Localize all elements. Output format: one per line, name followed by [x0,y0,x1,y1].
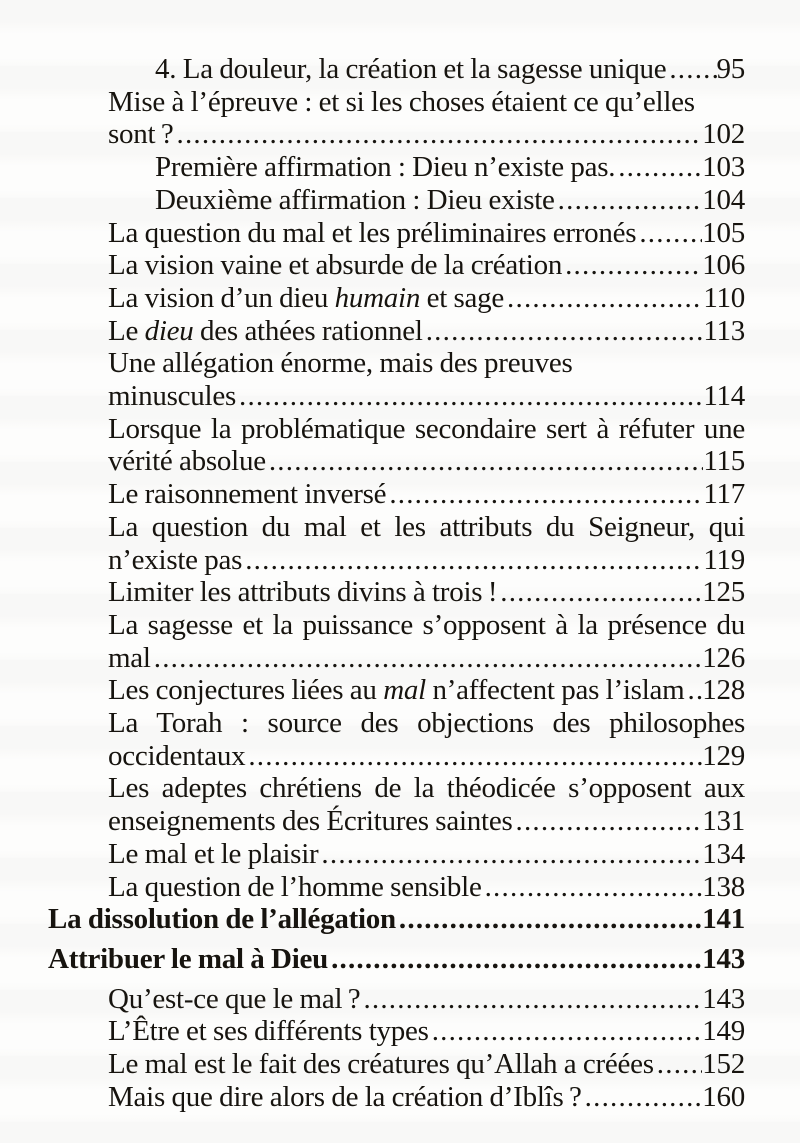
toc-entry[interactable] [108,249,745,282]
toc-line [108,217,745,250]
entry-text: L’Être et ses différents types [108,1015,429,1048]
entry-text: occidentaux [108,739,246,772]
page-number: 95 [716,53,745,85]
dot-leader [174,118,703,151]
entry-text: n’existe pas [108,543,243,576]
toc-entry[interactable] [108,511,745,576]
entry-text: Le mal et le plaisir [108,837,319,870]
dot-leader [497,576,702,609]
page-number: 143 [702,942,745,975]
dot-leader [396,903,702,936]
table-of-contents [48,53,745,1114]
toc-line [108,445,745,478]
entry-text: La sagesse et la puissance s’opposent à la présence du [108,608,745,641]
page-number: 114 [703,380,745,413]
toc-entry[interactable] [155,184,745,217]
entry-text: Mais que dire alors de la création d’Iblîs ? [108,1080,582,1113]
page-number: 104 [702,183,745,216]
toc-entry[interactable] [108,609,745,674]
entry-text: Attribuer le mal à Dieu [48,942,329,975]
toc-line [108,576,745,609]
toc-line [108,838,745,871]
page-number: 152 [702,1048,745,1081]
page-number: 134 [702,837,745,870]
dot-leader [266,445,703,478]
entry-text: Le raisonnement inversé [108,478,387,511]
entry-text: Le dieu des athées rationnel [108,314,423,347]
dot-leader [151,642,703,675]
toc-entry[interactable] [108,413,745,478]
dot-leader [615,151,702,184]
toc-line [108,983,745,1016]
dot-leader [666,53,716,86]
dot-leader [504,282,703,315]
entry-text: Une allégation énorme, mais des preuves [108,347,573,380]
dot-leader [242,544,703,577]
page-number: 106 [702,249,745,282]
toc-entry[interactable] [108,282,745,315]
dot-leader [386,478,703,511]
entry-text: Deuxième affirmation : Dieu existe [155,183,555,216]
page-number: 102 [702,118,745,151]
toc-line [108,380,745,413]
entry-text: sont ? [108,118,174,151]
entry-text: Les adeptes chrétiens de la théodicée s’opposent aux [108,772,745,805]
entry-text: La vision vaine et absurde de la création [108,249,563,282]
page-number: 149 [702,1015,745,1048]
toc-line [155,53,745,86]
toc-line [108,805,745,838]
toc-entry[interactable] [108,983,745,1016]
toc-entry[interactable] [155,151,745,184]
toc-entry[interactable] [108,1015,745,1048]
page-number: 110 [703,281,745,314]
page-number: 160 [702,1080,745,1113]
toc-entry[interactable] [108,1081,745,1114]
dot-leader [513,805,703,838]
toc-entry[interactable] [108,576,745,609]
toc-entry[interactable] [108,315,745,348]
dot-leader [423,315,704,348]
dot-leader [562,249,702,282]
italic-text: dieu [144,314,194,347]
toc-entry[interactable] [108,86,745,151]
dot-leader [245,740,702,773]
dot-leader [555,184,703,217]
toc-line [108,609,745,642]
toc-line [108,282,745,315]
toc-line [108,544,745,577]
toc-entry[interactable] [108,674,745,707]
page-number: 126 [702,641,745,674]
entry-text: Le mal est le fait des créatures qu’Allah a créées [108,1048,654,1081]
page-number: 119 [703,543,745,576]
dot-leader [582,1081,703,1114]
toc-line [108,347,745,380]
entry-text: mal [108,641,151,674]
toc-line [108,478,745,511]
toc-line [108,86,745,119]
dot-leader [318,838,702,871]
page-number: 105 [702,216,745,249]
page-number: 138 [702,870,745,903]
page-number: 125 [702,576,745,609]
entry-text: La Torah : source des objections des philosophes [108,707,745,740]
toc-line [108,740,745,773]
toc-entry[interactable] [108,772,745,837]
dot-leader [328,943,702,976]
page-number: 113 [703,314,745,347]
entry-text: La vision d’un dieu humain et sage [108,281,505,314]
toc-line [48,903,745,936]
toc-line [108,511,745,544]
dot-leader [636,217,702,250]
page-number: 129 [702,739,745,772]
italic-text: mal [383,674,426,707]
toc-line [155,184,745,217]
entry-text: Limiter les attributs divins à trois ! [108,576,498,609]
entry-text: Mise à l’épreuve : et si les choses étaient ce qu’elles [108,85,695,118]
toc-entry[interactable] [108,478,745,511]
toc-line [108,249,745,282]
entry-text: 4. La douleur, la création et la sagesse unique [155,53,667,85]
toc-line [155,151,745,184]
toc-line [108,315,745,348]
toc-entry[interactable] [108,347,745,412]
entry-text: La dissolution de l’allégation [48,903,396,936]
toc-line [108,1081,745,1114]
entry-text: Lorsque la problématique secondaire sert à réfuter une [108,412,745,445]
page-number: 117 [703,478,745,511]
toc-line [108,871,745,904]
toc-line [108,674,745,707]
page-number: 141 [702,903,745,936]
entry-text: La question de l’homme sensible [108,870,482,903]
dot-leader [236,380,703,413]
toc-line [108,118,745,151]
entry-text: vérité absolue [108,445,266,478]
entry-text: La question du mal et les préliminaires erronés [108,216,637,249]
dot-leader [429,1015,703,1048]
toc-line [108,707,745,740]
entry-text: Les conjectures liées au mal n’affectent pas l’islam [108,674,685,707]
toc-line [48,943,745,976]
page-number: 103 [702,151,745,184]
page-number: 128 [702,674,745,707]
entry-text: Qu’est-ce que le mal ? [108,982,361,1015]
toc-entry[interactable] [155,53,745,86]
entry-text: La question du mal et les attributs du Seigneur, qui [108,510,745,543]
toc-entry[interactable] [48,903,745,936]
page-number: 131 [702,805,745,838]
toc-entry[interactable] [108,707,745,772]
dot-leader [482,871,703,904]
toc-line [108,413,745,446]
italic-text: humain [334,281,421,314]
toc-line [108,772,745,805]
toc-line [108,1048,745,1081]
entry-text: minuscules [108,380,236,413]
page-number: 115 [703,445,745,478]
dot-leader [684,674,702,707]
toc-entry[interactable] [108,1048,745,1081]
dot-leader [360,983,702,1016]
page-number: 143 [702,982,745,1015]
toc-entry[interactable] [108,871,745,904]
toc-line [108,1015,745,1048]
toc-entry[interactable] [108,838,745,871]
toc-line [108,642,745,675]
entry-text: Première affirmation : Dieu n’existe pas. [155,151,616,184]
toc-entry[interactable] [48,943,745,976]
dot-leader [654,1048,702,1081]
entry-text: enseignements des Écritures saintes [108,805,513,838]
toc-entry[interactable] [108,217,745,250]
